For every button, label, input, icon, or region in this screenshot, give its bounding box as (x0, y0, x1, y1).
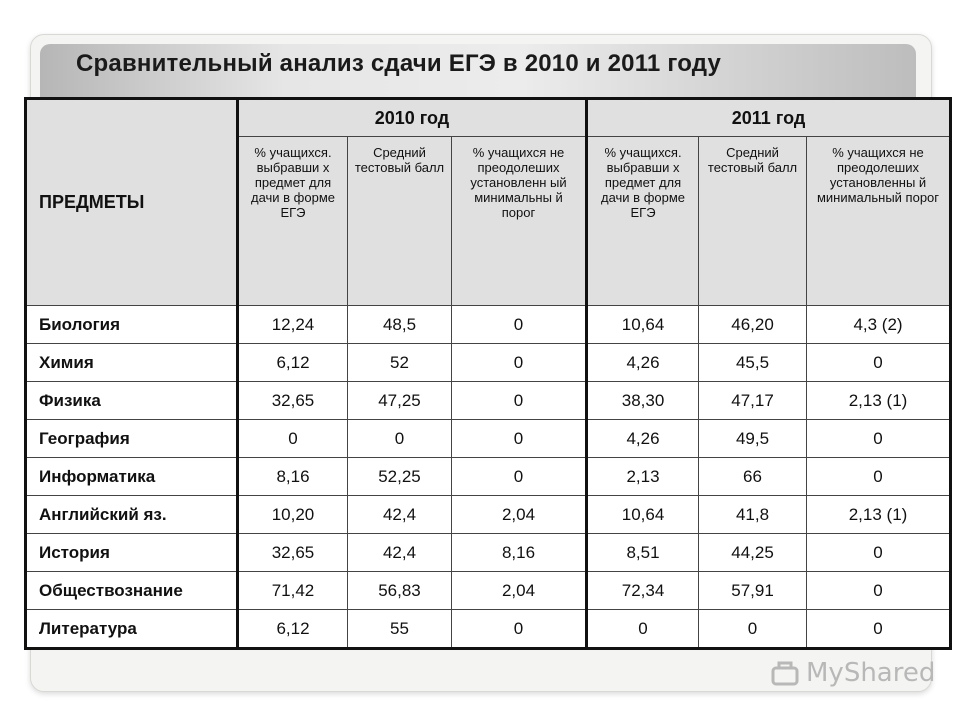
value-cell: 41,8 (699, 496, 807, 534)
column-header-2010-failed: % учащихся не преодолеших установленн ый минимальны й порог (452, 137, 587, 306)
year-2010-header: 2010 год (238, 99, 587, 137)
column-header-2011-failed: % учащихся не преодолеших установленны й минимальный порог (807, 137, 951, 306)
column-header-2010-average: Средний тестовый балл (348, 137, 452, 306)
value-cell: 56,83 (348, 572, 452, 610)
value-cell: 0 (587, 610, 699, 649)
value-cell: 47,25 (348, 382, 452, 420)
value-cell: 57,91 (699, 572, 807, 610)
value-cell: 32,65 (238, 534, 348, 572)
subject-cell: Литература (26, 610, 238, 649)
value-cell: 0 (807, 420, 951, 458)
value-cell: 0 (807, 572, 951, 610)
watermark-text: MyShared (806, 658, 936, 688)
value-cell: 4,26 (587, 344, 699, 382)
value-cell: 72,34 (587, 572, 699, 610)
subject-cell: Физика (26, 382, 238, 420)
table-row (26, 572, 951, 610)
value-cell: 0 (807, 344, 951, 382)
subject-cell: История (26, 534, 238, 572)
value-cell: 0 (452, 306, 587, 344)
results-table (24, 97, 952, 650)
subject-cell: Биология (26, 306, 238, 344)
value-cell: 49,5 (699, 420, 807, 458)
table-row (26, 610, 951, 649)
value-cell: 0 (348, 420, 452, 458)
watermark (770, 656, 936, 690)
value-cell: 6,12 (238, 610, 348, 649)
value-cell: 38,30 (587, 382, 699, 420)
value-cell: 4,26 (587, 420, 699, 458)
value-cell: 6,12 (238, 344, 348, 382)
value-cell: 0 (807, 458, 951, 496)
subject-cell: Информатика (26, 458, 238, 496)
value-cell: 10,64 (587, 496, 699, 534)
value-cell: 2,04 (452, 572, 587, 610)
value-cell: 2,13 (587, 458, 699, 496)
value-cell: 42,4 (348, 496, 452, 534)
subject-cell: Химия (26, 344, 238, 382)
value-cell: 44,25 (699, 534, 807, 572)
table-row (26, 496, 951, 534)
table-row (26, 458, 951, 496)
value-cell: 12,24 (238, 306, 348, 344)
value-cell: 4,3 (2) (807, 306, 951, 344)
value-cell: 0 (452, 344, 587, 382)
column-header-2011-share: % учащихся. выбравши х предмет для дачи в форме ЕГЭ (587, 137, 699, 306)
value-cell: 52,25 (348, 458, 452, 496)
slide-title: Сравнительный анализ сдачи ЕГЭ в 2010 и 2011 году (76, 50, 722, 77)
subjects-header: ПРЕДМЕТЫ (26, 99, 238, 306)
subject-cell: Обществознание (26, 572, 238, 610)
value-cell: 2,13 (1) (807, 382, 951, 420)
value-cell: 8,16 (452, 534, 587, 572)
table-row (26, 534, 951, 572)
value-cell: 52 (348, 344, 452, 382)
value-cell: 32,65 (238, 382, 348, 420)
value-cell: 2,04 (452, 496, 587, 534)
value-cell: 10,20 (238, 496, 348, 534)
table-body (26, 306, 951, 649)
value-cell: 0 (807, 610, 951, 649)
value-cell: 0 (452, 420, 587, 458)
value-cell: 47,17 (699, 382, 807, 420)
value-cell: 71,42 (238, 572, 348, 610)
value-cell: 0 (807, 534, 951, 572)
value-cell: 0 (452, 458, 587, 496)
value-cell: 0 (452, 610, 587, 649)
value-cell: 42,4 (348, 534, 452, 572)
subject-cell: Английский яз. (26, 496, 238, 534)
table-row (26, 382, 951, 420)
column-header-2011-average: Средний тестовый балл (699, 137, 807, 306)
value-cell: 46,20 (699, 306, 807, 344)
subject-cell: География (26, 420, 238, 458)
value-cell: 55 (348, 610, 452, 649)
table-row (26, 420, 951, 458)
table-row (26, 306, 951, 344)
myshared-logo-icon (770, 660, 800, 686)
year-header-row (26, 99, 951, 137)
value-cell: 66 (699, 458, 807, 496)
value-cell: 10,64 (587, 306, 699, 344)
value-cell: 8,51 (587, 534, 699, 572)
year-2011-header: 2011 год (587, 99, 951, 137)
value-cell: 0 (238, 420, 348, 458)
value-cell: 45,5 (699, 344, 807, 382)
column-header-2010-share: % учащихся. выбравши х предмет для дачи в форме ЕГЭ (238, 137, 348, 306)
table-row (26, 344, 951, 382)
value-cell: 8,16 (238, 458, 348, 496)
value-cell: 0 (699, 610, 807, 649)
value-cell: 2,13 (1) (807, 496, 951, 534)
value-cell: 48,5 (348, 306, 452, 344)
value-cell: 0 (452, 382, 587, 420)
